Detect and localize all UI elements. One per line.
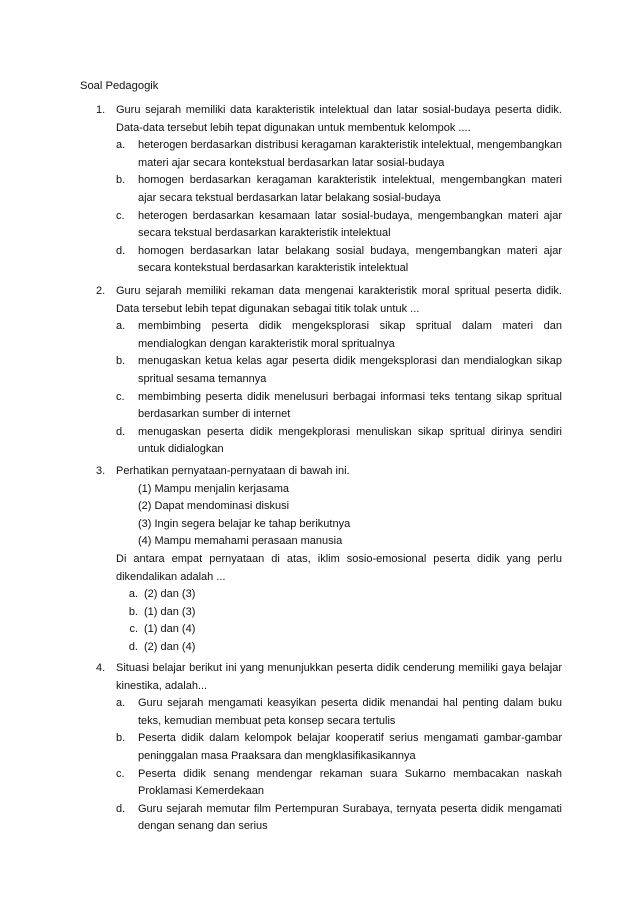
- option-letter: a.: [116, 697, 126, 710]
- option-text: membimbing peserta didik menelusuri berbagai informasi teks tentang sikap spritual berdasarkan sumber di internet: [138, 390, 562, 421]
- question-1: [96, 102, 562, 278]
- question-prompt: Di antara empat pernyataan di atas, iklim sosio-emosional peserta didik yang perlu dikendalikan adalah ...: [116, 552, 562, 583]
- question-stem: Situasi belajar berikut ini yang menunjukkan peserta didik cenderung memiliki gaya belajar kinestika, adalah...: [116, 662, 562, 692]
- option-c: [116, 389, 562, 424]
- question-3: [96, 463, 562, 657]
- option-text: (1) dan (3): [144, 605, 196, 618]
- option-a: [116, 586, 562, 604]
- question-stem: Guru sejarah memiliki data karakteristik intelektual dan latar sosial-budaya peserta didik. Data-data tersebut lebih tepat digunakan untuk membentuk kelompok ....: [116, 104, 562, 134]
- option-b: [116, 172, 562, 207]
- option-letter: d.: [128, 640, 138, 653]
- option-d: [116, 424, 562, 459]
- question-stem: Guru sejarah memiliki rekaman data mengenai karakteristik moral spritual peserta didik. Data tersebut lebih tepat digunakan sebagai titik tolak untuk ...: [116, 285, 562, 315]
- option-letter: c.: [116, 390, 125, 403]
- option-text: heterogen berdasarkan distribusi keragaman karakteristik intelektual, mengembangkan materi ajar secara kontekstual berdasarkan latar sosial-budaya: [138, 139, 562, 169]
- option-text: (2) dan (3): [144, 588, 196, 601]
- option-a: [116, 695, 562, 730]
- option-letter: c.: [129, 623, 138, 636]
- option-text: menugaskan ketua kelas agar peserta didik mengeksplorasi dan mendialogkan sikap spritual sesama temannya: [138, 355, 562, 385]
- option-c: [116, 621, 562, 639]
- option-text: Peserta didik dalam kelompok belajar kooperatif serius mengamati gambar-gambar peninggalan masa Praaksara dan mengklasifikasikannya: [138, 732, 562, 762]
- option-letter: b.: [116, 355, 126, 368]
- option-d: [116, 243, 562, 278]
- question-number: 1.: [96, 104, 106, 116]
- option-letter: b.: [116, 732, 126, 745]
- option-text: homogen berdasarkan latar belakang sosial budaya, mengembangkan materi ajar secara kontekstual berdasarkan karakteristik intelektual: [138, 244, 562, 275]
- option-letter: b.: [128, 605, 138, 618]
- option-a: [116, 318, 562, 353]
- option-b: [116, 604, 562, 622]
- option-text: heterogen berdasarkan kesamaan latar sosial-budaya, mengembangkan materi ajar secara tekstual berdasarkan karakteristik intelektual: [138, 209, 562, 240]
- option-text: Peserta didik senang mendengar rekaman suara Sukarno membacakan naskah Proklamasi Kemerdekaan: [138, 767, 562, 798]
- question-number: 4.: [96, 662, 106, 674]
- option-text: (2) dan (4): [144, 640, 196, 653]
- option-text: Guru sejarah memutar film Pertempuran Surabaya, ternyata peserta didik mengamati dengan senang dan serius: [138, 802, 562, 833]
- document-title: Soal Pedagogik: [80, 80, 159, 92]
- option-letter: d.: [116, 244, 126, 257]
- option-text: menugaskan peserta didik mengekplorasi menuliskan sikap spritual dirinya sendiri untuk didialogkan: [138, 425, 562, 456]
- statement-4: (4) Mampu memahami perasaan manusia: [138, 535, 343, 548]
- option-letter: d.: [116, 802, 126, 815]
- option-b: [116, 730, 562, 765]
- option-letter: d.: [116, 425, 126, 438]
- option-letter: a.: [116, 320, 126, 333]
- question-number: 2.: [96, 285, 106, 297]
- option-c: [116, 208, 562, 243]
- option-c: [116, 766, 562, 801]
- statement-2: (2) Dapat mendominasi diskusi: [138, 500, 290, 513]
- option-b: [116, 353, 562, 388]
- option-text: Guru sejarah mengamati keasyikan peserta didik menandai hal penting dalam buku teks, kemudian membuat peta konsep secara tertulis: [138, 697, 562, 727]
- question-number: 3.: [96, 465, 106, 477]
- option-letter: c.: [116, 209, 125, 222]
- option-a: [116, 137, 562, 172]
- option-letter: c.: [116, 767, 125, 780]
- option-letter: b.: [116, 174, 126, 187]
- question-stem: Perhatikan pernyataan-pernyataan di bawah ini.: [116, 465, 350, 477]
- statement-3: (3) Ingin segera belajar ke tahap berikutnya: [138, 517, 351, 530]
- option-letter: a.: [128, 588, 138, 601]
- option-d: [116, 801, 562, 836]
- option-text: (1) dan (4): [144, 623, 196, 636]
- statement-1: (1) Mampu menjalin kerjasama: [138, 482, 289, 495]
- question-4: [96, 660, 562, 836]
- option-letter: a.: [116, 139, 126, 152]
- option-d: [116, 639, 562, 657]
- option-text: membimbing peserta didik mengeksplorasi sikap spritual dalam materi dan mendialogkan dengan karakteristik moral spritualnya: [138, 320, 562, 350]
- question-2: [96, 283, 562, 459]
- option-text: homogen berdasarkan keragaman karakteristik intelektual, mengembangkan materi ajar secara tekstual berdasarkan latar belakang sosial-budaya: [138, 174, 562, 204]
